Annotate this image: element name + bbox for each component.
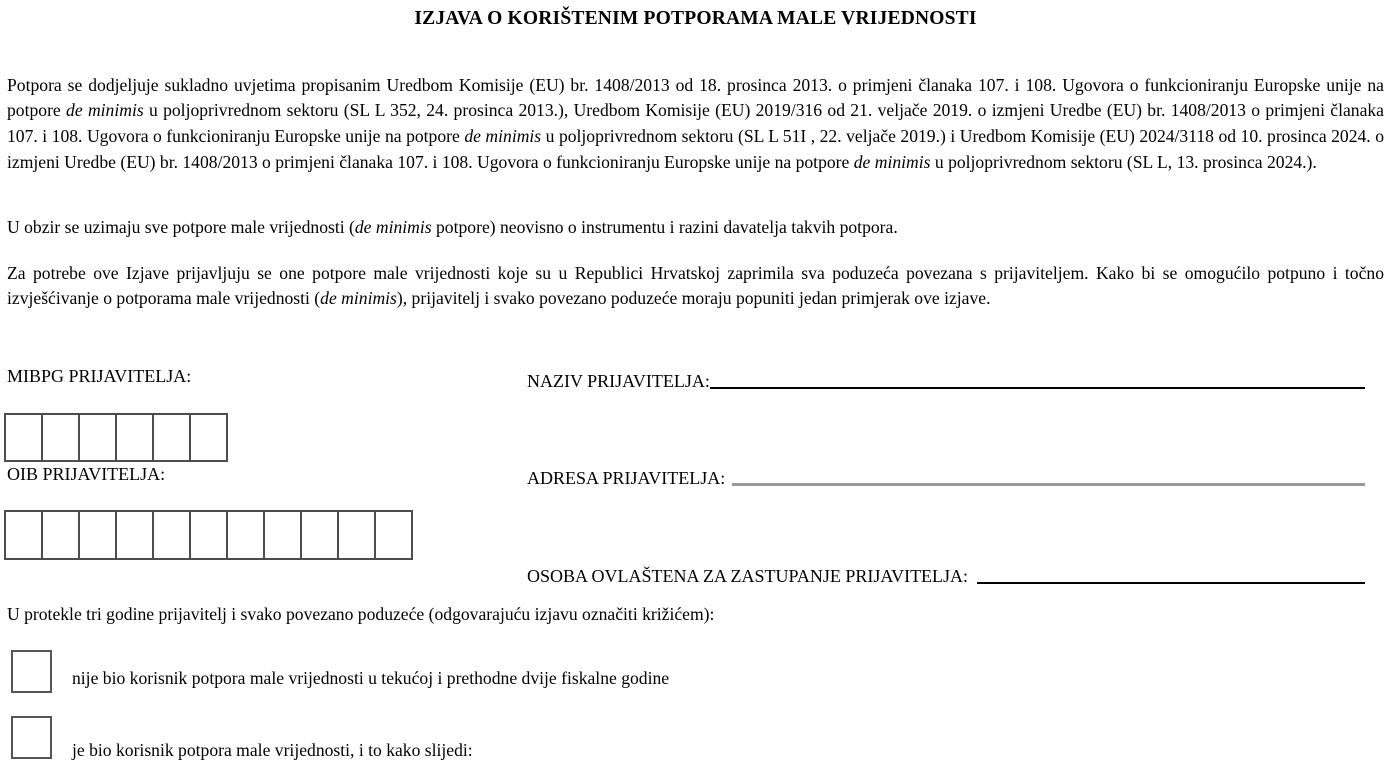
osoba-field-row <box>527 561 1365 587</box>
osoba-label: OSOBA OVLAŠTENA ZA ZASTUPANJE PRIJAVITELJA: <box>527 566 969 586</box>
oib-cell[interactable] <box>337 510 376 560</box>
paragraph-reporting-note <box>7 261 1384 312</box>
adresa-label: ADRESA PRIJAVITELJA: <box>527 468 726 488</box>
text-segment: ), prijavitelj i svako povezano poduzeće moraju popuniti jedan primjerak ove izjave. <box>396 288 991 309</box>
text-segment: u poljoprivrednom sektoru (SL L 352, 24. prosinca 2013.), Uredbom Komisije (EU) 2019/316 od 21. veljače 2019. o izmjeni Uredbe (EU) br. 1408/2013 o primjeni članaka 107. i 108. Ugovora o funkcioniranju Europske unije na potpore <box>7 100 1384 146</box>
mibpg-cell[interactable] <box>152 413 191 462</box>
oib-cell[interactable] <box>300 510 339 560</box>
text-segment: potpore) neovisno o instrumentu i razini davatelja takvih potpora. <box>431 216 898 237</box>
oib-cell[interactable] <box>226 510 265 560</box>
mibpg-cell[interactable] <box>115 413 154 462</box>
oib-cell[interactable] <box>263 510 302 560</box>
paragraph-legal-basis <box>7 73 1384 176</box>
naziv-field-row <box>527 366 1365 392</box>
de-minimis-term: de minimis <box>853 151 931 172</box>
de-minimis-term: de minimis <box>320 288 397 309</box>
text-segment: Za potrebe ove Izjave prijavljuju se one potpore male vrijednosti koje su u Republici Hrvatskoj zaprimila sva poduzeća povezana s prijaviteljem. Kako bi se omogućilo potpuno i točno izvješćivanje o potporama male vrijednosti ( <box>7 262 1384 309</box>
oib-cell[interactable] <box>78 510 117 560</box>
text-segment: U obzir se uzimaju sve potpore male vrijednosti ( <box>7 216 355 237</box>
oib-cell[interactable] <box>374 510 413 560</box>
text-segment: Potpora se dodjeljuje sukladno uvjetima propisanim Uredbom Komisije (EU) br. 1408/2013 od 18. prosinca 2013. o primjeni članaka 107. i 108. Ugovora o funkcioniranju Europske unije na potpore <box>7 74 1384 121</box>
oib-cell[interactable] <box>4 510 43 560</box>
de-minimis-term: de minimis <box>66 100 144 121</box>
option-label-received-aid: je bio korisnik potpora male vrijednosti, i to kako slijedi: <box>72 740 473 760</box>
oib-cell[interactable] <box>189 510 228 560</box>
paragraph-de-minimis-scope <box>7 215 1384 241</box>
oib-label: OIB PRIJAVITELJA: <box>7 464 166 484</box>
mibpg-cell[interactable] <box>41 413 80 462</box>
mibpg-label: MIBPG PRIJAVITELJA: <box>7 366 192 386</box>
oib-cell[interactable] <box>115 510 154 560</box>
de-minimis-term: de minimis <box>354 216 432 237</box>
naziv-input-line[interactable] <box>710 386 1365 389</box>
adresa-field-row <box>527 463 1365 489</box>
document-title: IZJAVA O KORIŠTENIM POTPORAMA MALE VRIJEDNOSTI <box>414 8 977 29</box>
mibpg-cell[interactable] <box>78 413 117 462</box>
checkbox-received-aid[interactable] <box>11 716 52 759</box>
adresa-input-line[interactable] <box>732 482 1365 486</box>
mibpg-cell[interactable] <box>4 413 43 462</box>
oib-cell[interactable] <box>152 510 191 560</box>
mibpg-input-grid <box>4 413 228 462</box>
checkbox-instruction: U protekle tri godine prijavitelj i svako povezano poduzeće (odgovarajuću izjavu označiti križićem): <box>7 604 715 624</box>
oib-cell[interactable] <box>41 510 80 560</box>
option-label-no-aid: nije bio korisnik potpora male vrijednosti u tekućoj i prethodne dvije fiskalne godine <box>72 668 670 688</box>
text-segment: u poljoprivrednom sektoru (SL L, 13. prosinca 2024.). <box>930 151 1317 172</box>
osoba-input-line[interactable] <box>977 581 1365 584</box>
checkbox-no-aid[interactable] <box>11 650 52 693</box>
de-minimis-term: de minimis <box>464 126 542 146</box>
oib-input-grid <box>4 510 413 560</box>
naziv-label: NAZIV PRIJAVITELJA: <box>527 371 710 391</box>
text-segment: u poljoprivrednom sektoru (SL L 51I , 22. veljače 2019.) i Uredbom Komisije (EU) 2024/3118 od 10. prosinca 2024. o izmjeni Uredbe (EU) br. 1408/2013 o primjeni članaka 107. i 108. Ugovora o funkcioniranju Europske unije na potpore <box>7 126 1384 172</box>
mibpg-cell[interactable] <box>189 413 228 462</box>
